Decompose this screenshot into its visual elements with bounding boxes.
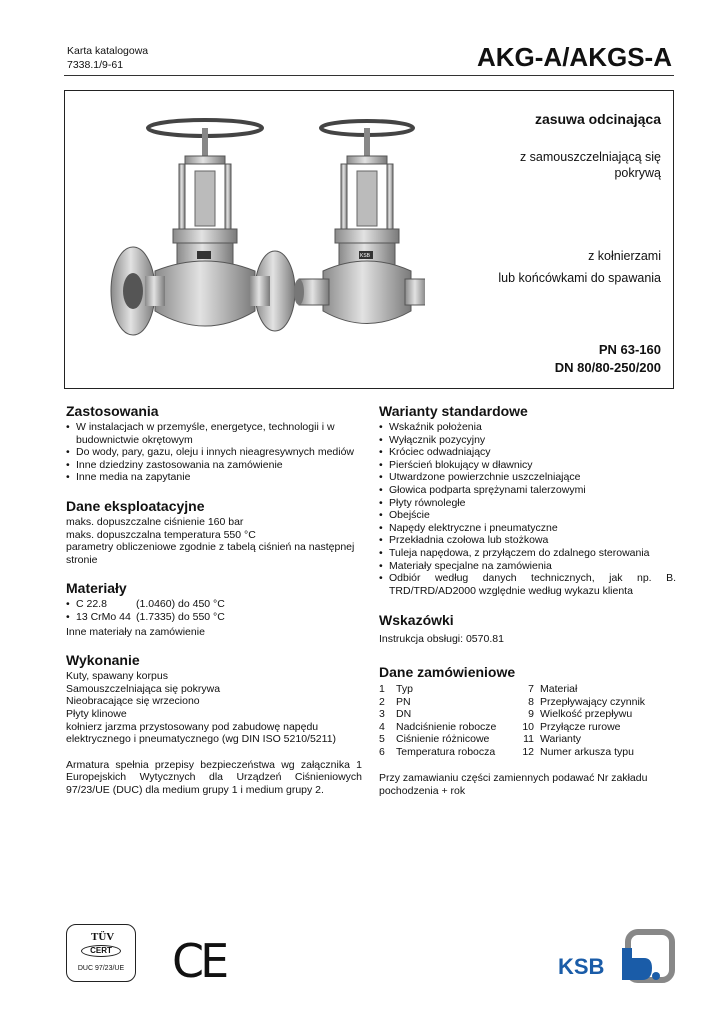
tuv-cert-logo [66,924,136,982]
order-label: Ciśnienie różnicowe [396,733,490,746]
materialy-note: Inne materiały na zamówienie [66,625,205,638]
table-row [379,746,645,759]
order-label: Typ [396,682,413,695]
order-label: Warianty [540,733,582,746]
list-item: • Króciec odwadniający [379,446,676,459]
table-row [379,708,645,721]
ksb-text: KSB [558,954,605,979]
order-num: 5 [379,733,385,746]
order-num: 3 [379,708,385,721]
order-num: 7 [528,682,534,695]
list-item: • Do wody, pary, gazu, oleju i innych nieagresywnych mediów [66,446,362,459]
order-label: Wielkość przepływu [540,708,633,721]
order-num: 1 [379,682,385,695]
cert-text: CERT [81,945,121,957]
materialy-list [66,598,362,623]
spare-parts-note: Przy zamawianiu części zamiennych podawać Nr zakładu pochodzenia + rok [379,772,648,798]
order-num: 6 [379,745,385,758]
hero-box [64,90,674,389]
order-label: Nadciśnienie robocze [396,720,497,733]
material-name: 13 CrMo 44 [76,610,131,623]
text-line: Płyty klinowe [66,707,127,720]
hero-connection-line-2: lub końcówkami do spawania [498,271,661,285]
text-line: Samouszczelniająca się pokrywa [66,682,221,695]
right-column [379,403,676,798]
table-row [379,733,645,746]
zastosowania-list [66,421,362,484]
hero-cover-line-1: z samouszczelniającą się [519,150,661,164]
wykonanie-heading: Wykonanie [66,652,140,669]
list-item: • Utwardzone powierzchnie uszczelniające [379,471,676,484]
list-item: • Inne dziedziny zastosowania na zamówienie [66,459,362,472]
table-row [379,683,645,696]
list-item: • Wyłącznik pozycyjny [379,434,676,447]
dane-zamowieniowe-heading: Dane zamówieniowe [379,663,516,680]
doc-type: Karta katalogowa [67,45,149,57]
valve-ksb-label: KSB [360,253,371,259]
left-column [66,403,362,796]
list-item: • Obejście [379,509,676,522]
order-num: 9 [528,708,534,721]
tuv-text: TÜV [91,931,115,943]
list-item: • Odbiór według danych technicznych, jak np. B. TRD/TRD/AD2000 względnie według wykazu klienta [379,572,676,597]
pressure-rating: PN 63-160 [598,342,661,357]
order-label: DN [396,708,412,721]
material-spec: (1.7335) do 550 °C [136,610,225,623]
text-line: maks. dopuszczalne ciśnienie 160 bar [66,515,244,528]
text-line: parametry obliczeniowe zgodnie z tabelą ciśnień na następnej stronie [66,541,355,566]
order-label: Temperatura robocza [396,745,496,758]
dane-eksploatacyjne-heading: Dane eksploatacyjne [66,497,205,514]
list-item: • Tuleja napędowa, z przyłączem do zdalnego sterowania [379,547,676,560]
material-spec: (1.0460) do 450 °C [136,598,225,611]
hero-cover-line-2: pokrywą [614,166,661,180]
order-data-table [379,683,645,759]
list-item: • Wskaźnik położenia [379,421,676,434]
hero-ratings [555,341,661,377]
list-item: • Materiały specjalne na zamówienia [379,560,676,573]
order-num: 2 [379,695,385,708]
table-row [379,721,645,734]
text-line: Kuty, spawany korpus [66,670,168,683]
text-line: maks. dopuszczalna temperatura 550 °C [66,528,256,541]
dane-eksploatacyjne-text [66,516,362,566]
zastosowania-heading: Zastosowania [66,403,159,419]
list-item: • W instalacjach w przemyśle, energetyce, technologii i w budownictwie okrętowym [66,421,362,446]
list-item: • Napędy elektryczne i pneumatyczne [379,522,676,535]
list-item: • Płyty równoległe [379,497,676,510]
hero-subtitle: zasuwa odcinająca [534,111,661,127]
welding-end-valve-image [294,121,425,324]
nominal-diameter: DN 80/80-250/200 [554,360,661,375]
list-item: • Przekładnia czołowa lub stożkowa [379,534,676,547]
wskazowki-text: Instrukcja obsługi: 0570.81 [379,633,504,646]
text-line: kołnierz jarzma przystosowany pod zabudowę napędu elektrycznego i pneumatycznego (wg DIN ISO 5210/5211) [66,720,337,746]
order-num: 4 [379,720,385,733]
material-name: C 22.8 [76,598,107,611]
table-row [379,696,645,709]
hero-connection-description [498,245,661,289]
order-label: PN [396,695,411,708]
order-num: 8 [528,695,534,708]
order-label: Materiał [540,682,578,695]
order-label: Przepływający czynnik [540,695,646,708]
ce-mark: CE [172,934,226,988]
compliance-paragraph: Armatura spełnia przepisy bezpieczeństwa wg załącznika 1 Europejskich Wytycznych dla Urządzeń Ciśnieniowych 97/23/UE (DUC) dla medium grupy 1 i medium grupy 2. [66,758,362,796]
hero-cover-description [520,149,661,181]
flanged-valve-image [111,120,295,335]
warianty-heading: Warianty standardowe [379,403,528,419]
list-item [66,611,362,624]
list-item: • Pierścień blokujący w dławnicy [379,459,676,472]
ksb-logo [558,928,676,984]
order-num: 11 [523,733,534,746]
warianty-list [379,421,676,597]
valve-illustrations [85,111,425,361]
page-title: AKG-A/AKGS-A [477,42,672,72]
wskazowki-heading: Wskazówki [379,612,454,629]
wykonanie-text [66,670,362,746]
ksb-symbol-icon [618,928,676,984]
list-item [66,598,362,611]
list-item: • Głowica podparta sprężynami talerzowymi [379,484,676,497]
order-num: 10 [522,720,534,733]
header-rule [64,75,674,76]
order-label: Numer arkusza typu [540,745,634,758]
order-label: Przyłącze rurowe [540,720,621,733]
hero-connection-line-1: z kołnierzami [588,249,661,263]
text-line: Nieobracające się wrzeciono [66,695,200,708]
list-item: • Inne media na zapytanie [66,471,362,484]
tuv-directive: DUC 97/23/UE [77,965,125,972]
order-num: 12 [522,745,534,758]
doc-number: 7338.1/9-61 [67,59,124,71]
materialy-heading: Materiały [66,580,127,597]
